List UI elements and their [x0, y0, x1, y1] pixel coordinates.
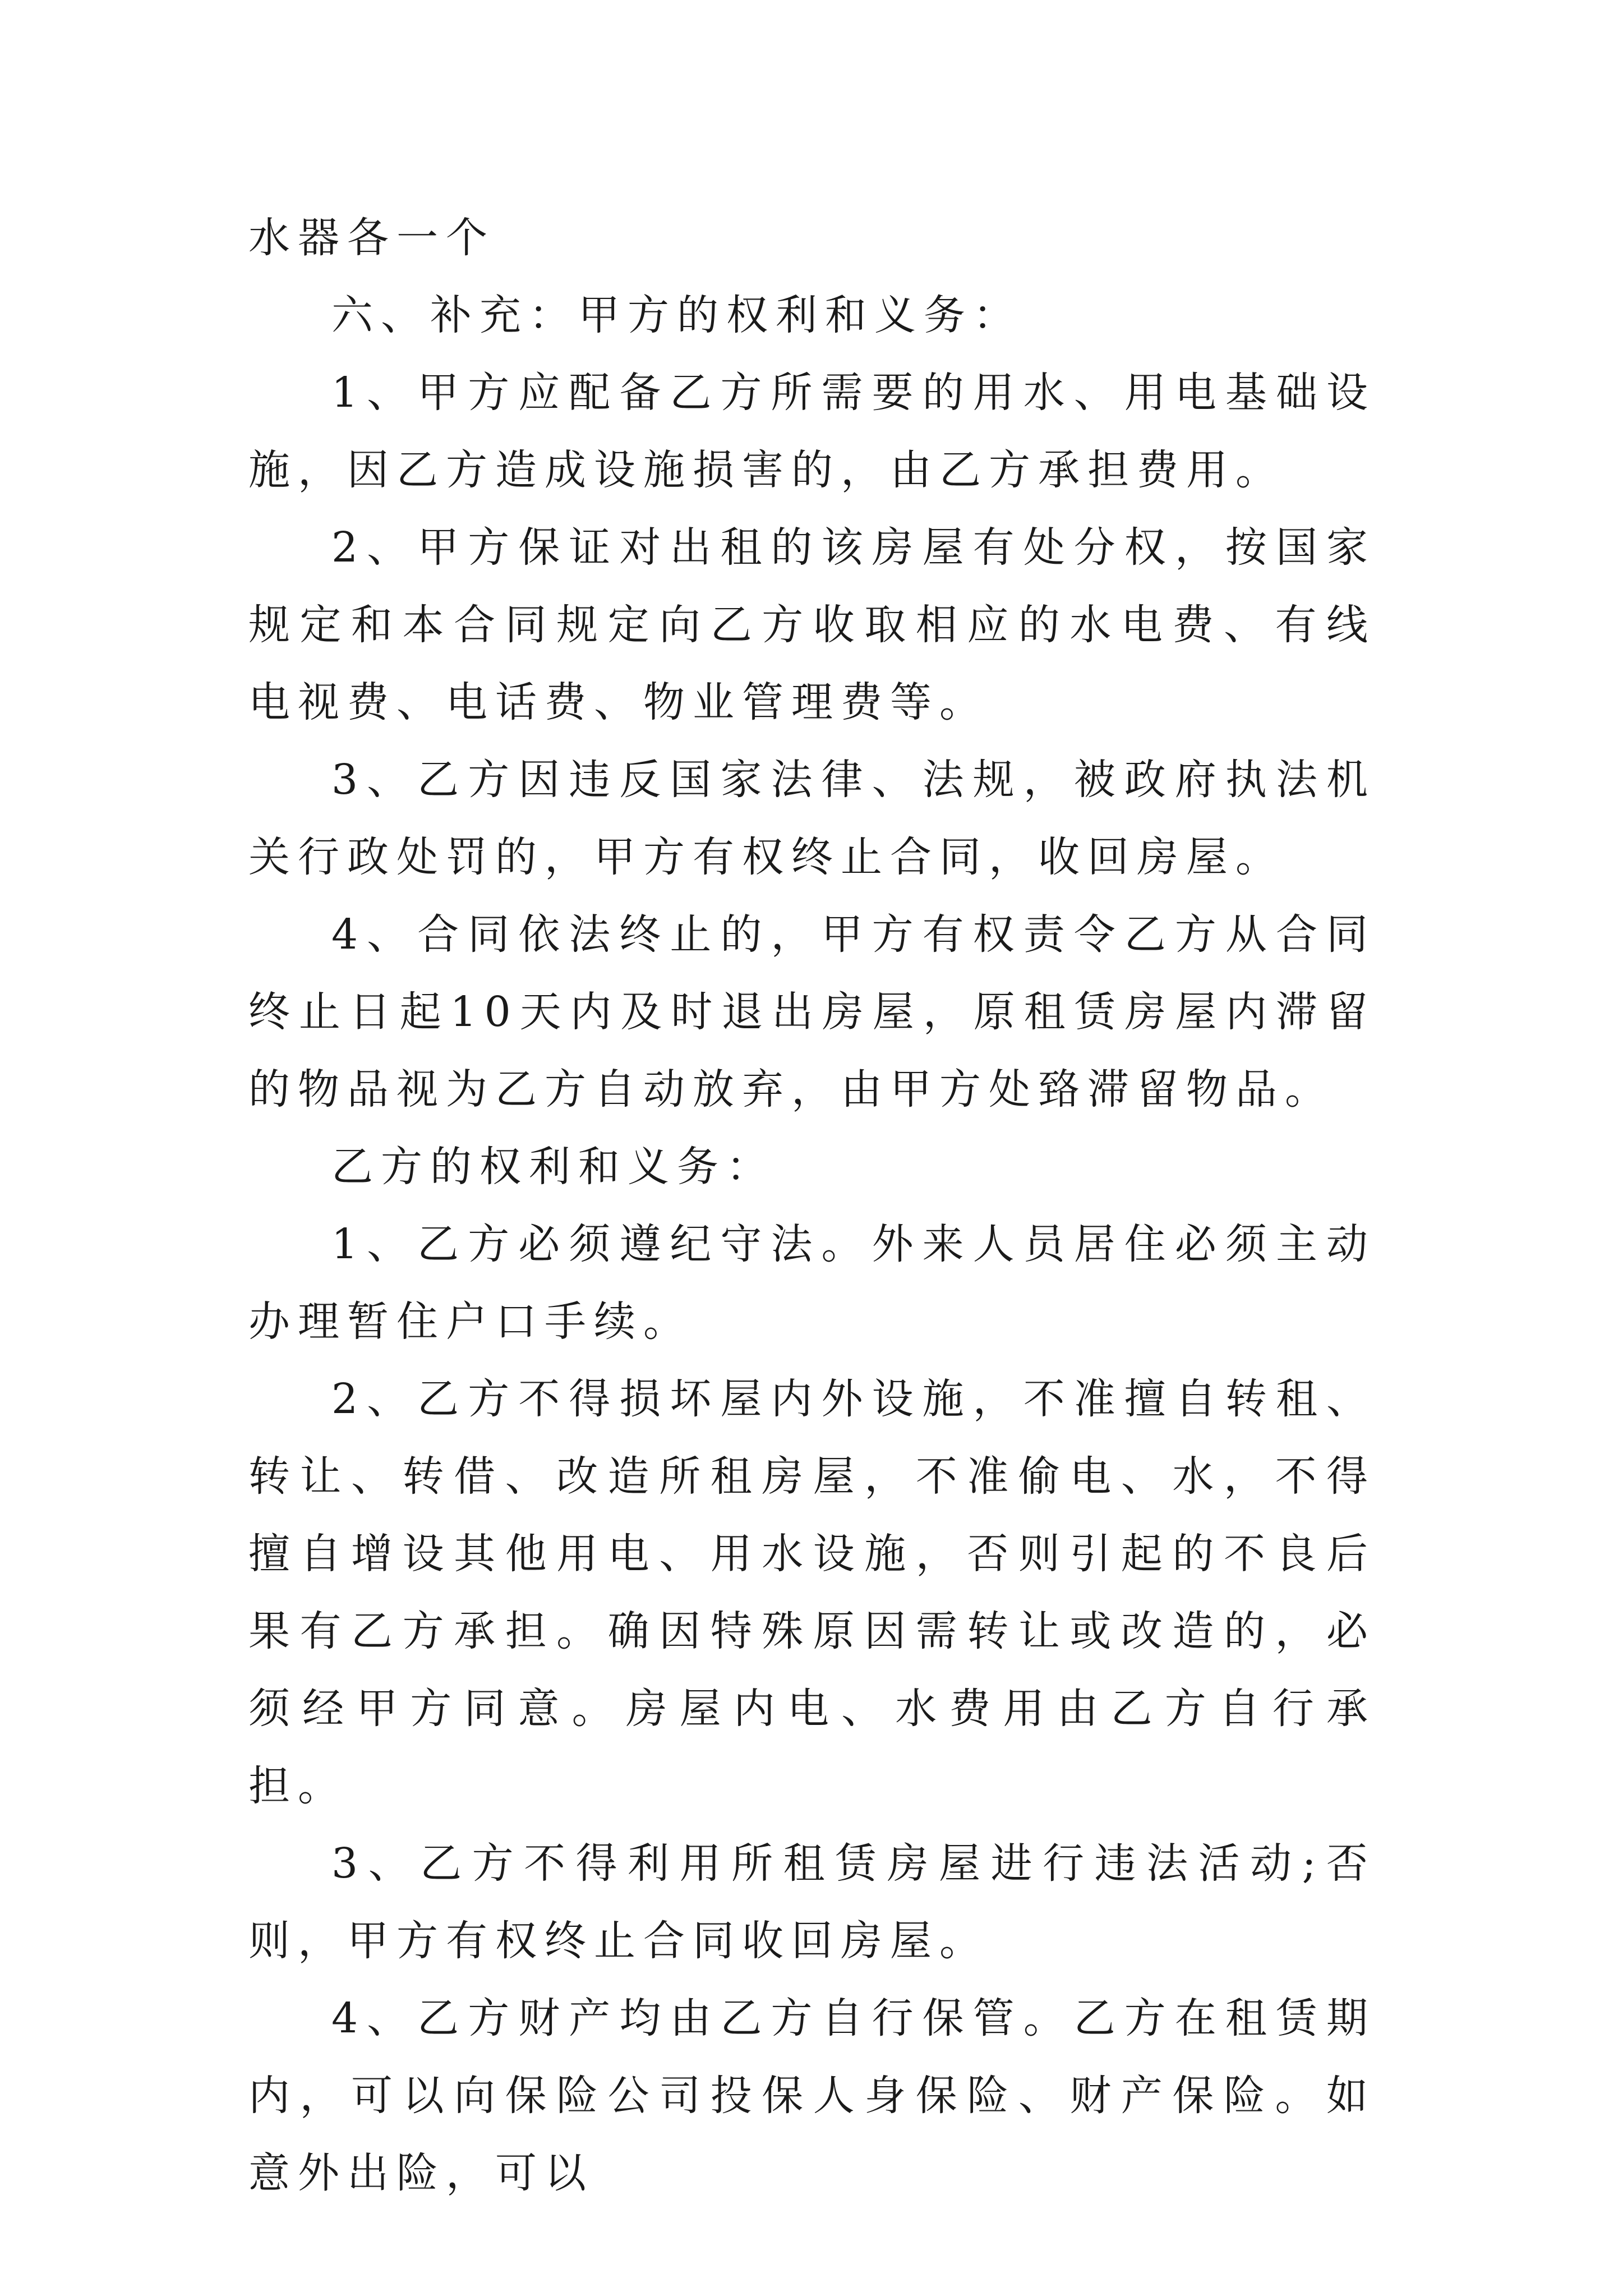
- section-heading-party-b: 乙方的权利和义务：: [331, 1143, 776, 1191]
- document-body: [248, 199, 1376, 2212]
- paragraph-party-a-4: 4、合同依法终止的，甲方有权责令乙方从合同终止日起10天内及时退出房屋，原租赁房屋内滞留的物品视为乙方自动放弃，由甲方处臵滞留物品。: [248, 910, 1376, 1114]
- paragraph-party-b-1: 1、乙方必须遵纪守法。外来人员居住必须主动办理暂住户口手续。: [248, 1220, 1376, 1346]
- paragraph-party-a-2: 2、甲方保证对出租的该房屋有处分权，按国家规定和本合同规定向乙方收取相应的水电费、有线电视费、电话费、物业管理费等。: [248, 523, 1376, 726]
- paragraph-party-b-3: 3、乙方不得利用所租赁房屋进行违法活动;否则，甲方有权终止合同收回房屋。: [248, 1839, 1376, 1965]
- paragraph-party-b-4: 4、乙方财产均由乙方自行保管。乙方在租赁期内，可以向保险公司投保人身保险、财产保险。如意外出险，可以: [248, 1994, 1376, 2197]
- paragraph-continuation: 水器各一个: [248, 214, 495, 262]
- paragraph-party-b-2: 2、乙方不得损坏屋内外设施，不准擅自转租、转让、转借、改造所租房屋，不准偷电、水，不得擅自增设其他用电、用水设施，否则引起的不良后果有乙方承担。确因特殊原因需转让或改造的，必须经甲方同意。房屋内电、水费用由乙方自行承担。: [248, 1375, 1376, 1810]
- section-heading-party-a: 六、补充：甲方的权利和义务：: [331, 291, 1022, 339]
- paragraph-party-a-1: 1、甲方应配备乙方所需要的用水、用电基础设施，因乙方造成设施损害的，由乙方承担费用。: [248, 369, 1376, 494]
- paragraph-party-a-3: 3、乙方因违反国家法律、法规，被政府执法机关行政处罚的，甲方有权终止合同，收回房屋。: [248, 756, 1376, 881]
